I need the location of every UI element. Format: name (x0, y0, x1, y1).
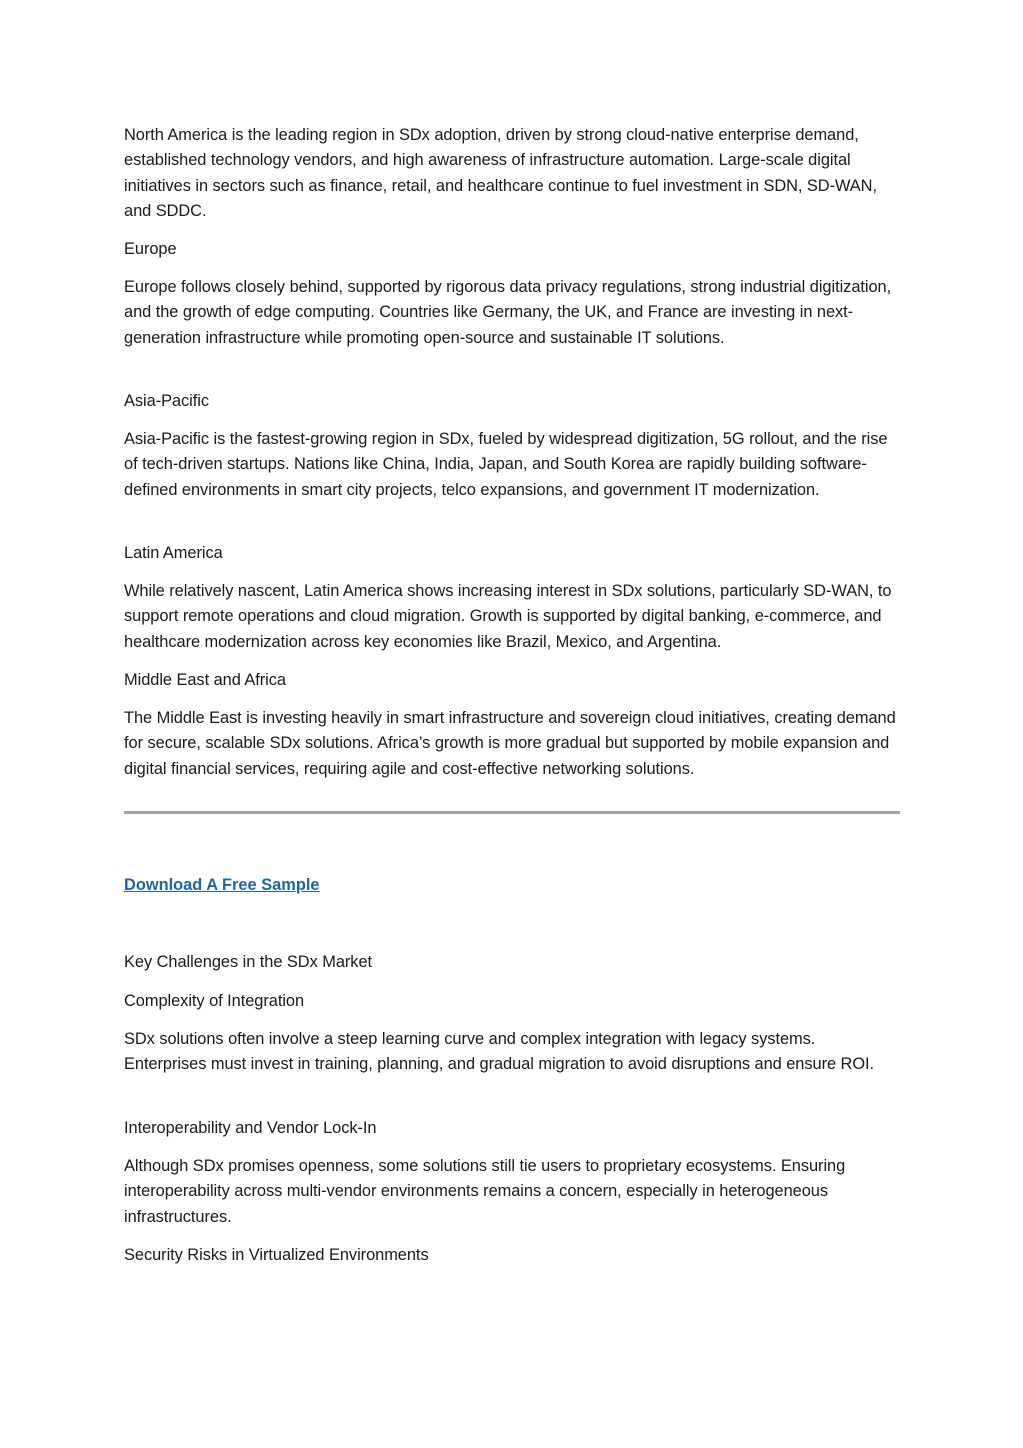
asia-pacific-heading: Asia-Pacific (124, 392, 210, 410)
interoperability-paragraph: Although SDx promises openness, some solutions still tie users to proprietary ecosystems. Ensuring interoperability across multi-vendor environments remains a concern, especially in heterogeneous infrastructures. (124, 1157, 846, 1226)
download-free-sample-link[interactable]: Download A Free Sample (124, 876, 320, 894)
key-challenges-heading: Key Challenges in the SDx Market (124, 953, 373, 971)
latin-america-paragraph: While relatively nascent, Latin America shows increasing interest in SDx solutions, particularly SD-WAN, to support remote operations and cloud migration. Growth is supported by digital banking, e-commerce, and healthcare modernization across key economies like Brazil, Mexico, and Argentina. (124, 582, 892, 651)
asia-pacific-paragraph: Asia-Pacific is the fastest-growing region in SDx, fueled by widespread digitization, 5G rollout, and the rise of tech-driven startups. Nations like China, India, Japan, and South Korea are rapidly building software-defined environments in smart city projects, telco expansions, and government IT modernization. (124, 430, 888, 499)
integration-heading: Complexity of Integration (124, 992, 305, 1010)
interoperability-heading: Interoperability and Vendor Lock-In (124, 1119, 377, 1137)
europe-heading: Europe (124, 240, 177, 258)
integration-paragraph: SDx solutions often involve a steep learning curve and complex integration with legacy systems. Enterprises must invest in training, planning, and gradual migration to avoid disruptions and ensure ROI. (124, 1030, 875, 1074)
north-america-paragraph: North America is the leading region in SDx adoption, driven by strong cloud-native enterprise demand, established technology vendors, and high awareness of infrastructure automation. Large-scale digital initiatives in sectors such as finance, retail, and healthcare continue to fuel investment in SDN, SD-WAN, and SDDC. (124, 126, 877, 220)
middle-east-africa-heading: Middle East and Africa (124, 671, 286, 689)
middle-east-africa-paragraph: The Middle East is investing heavily in smart infrastructure and sovereign cloud initiatives, creating demand for secure, scalable SDx solutions. Africa’s growth is more gradual but supported by mobile expansion and digital financial services, requiring agile and cost-effective networking solutions. (124, 709, 896, 778)
horizontal-divider (124, 811, 900, 814)
europe-paragraph: Europe follows closely behind, supported by rigorous data privacy regulations, strong industrial digitization, and the growth of edge computing. Countries like Germany, the UK, and France are investing in next-generation infrastructure while promoting open-source and sustainable IT solutions. (124, 278, 892, 347)
security-risks-heading: Security Risks in Virtualized Environments (124, 1246, 429, 1264)
latin-america-heading: Latin America (124, 544, 223, 562)
